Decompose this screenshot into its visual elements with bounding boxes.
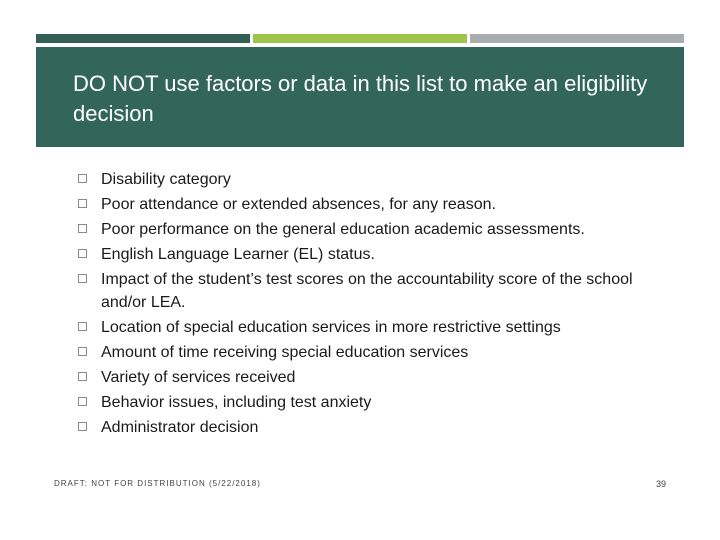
checkbox-square-icon xyxy=(78,422,87,431)
accent-bar-dark-green xyxy=(36,34,250,43)
bullet-text: Behavior issues, including test anxiety xyxy=(101,394,372,411)
page-number: 39 xyxy=(656,479,667,489)
bullet-item xyxy=(78,416,638,439)
bullet-item xyxy=(78,366,638,389)
title-banner xyxy=(36,47,684,147)
bullet-text: Impact of the student’s test scores on the accountability score of the school and/or LEA. xyxy=(101,271,633,311)
bullet-text: English Language Learner (EL) status. xyxy=(101,246,375,263)
bullet-item xyxy=(78,218,638,241)
bullet-text: Location of special education services in more restrictive settings xyxy=(101,319,561,336)
checkbox-square-icon xyxy=(78,174,87,183)
bullet-item xyxy=(78,193,638,216)
bullet-item xyxy=(78,168,638,191)
bullet-item xyxy=(78,268,638,314)
bullet-text: Disability category xyxy=(101,171,231,188)
bullet-text: Amount of time receiving special education services xyxy=(101,344,469,361)
checkbox-square-icon xyxy=(78,397,87,406)
accent-bar-gray xyxy=(470,34,684,43)
footer-draft-notice: DRAFT: NOT FOR DISTRIBUTION (5/22/2018) xyxy=(54,479,261,488)
checkbox-square-icon xyxy=(78,322,87,331)
bullet-item xyxy=(78,243,638,266)
accent-bar-light-green xyxy=(253,34,467,43)
bullet-text: Administrator decision xyxy=(101,419,259,436)
checkbox-square-icon xyxy=(78,199,87,208)
checkbox-square-icon xyxy=(78,372,87,381)
bullet-item xyxy=(78,391,638,414)
slide-title: DO NOT use factors or data in this list to make an eligibility decision xyxy=(73,71,648,126)
bullet-text: Poor attendance or extended absences, for any reason. xyxy=(101,196,496,213)
checkbox-square-icon xyxy=(78,347,87,356)
bullet-text: Poor performance on the general education academic assessments. xyxy=(101,221,585,238)
checkbox-square-icon xyxy=(78,249,87,258)
bullet-item xyxy=(78,341,638,364)
checkbox-square-icon xyxy=(78,274,87,283)
checkbox-square-icon xyxy=(78,224,87,233)
bullet-item xyxy=(78,316,638,339)
bullet-list xyxy=(78,168,638,441)
bullet-text: Variety of services received xyxy=(101,369,296,386)
